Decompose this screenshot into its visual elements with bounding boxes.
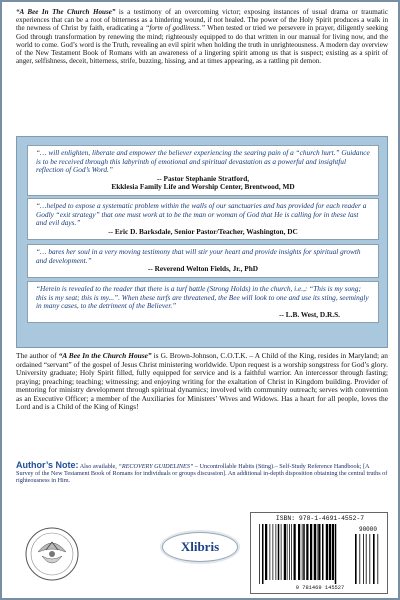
- authors-note-title: “RECOVERY GUIDELINES”: [118, 463, 194, 470]
- testimonial-3-author: -- Reverend Welton Fields, Jr., PhD: [147, 264, 259, 273]
- barcode-bar: [294, 524, 296, 580]
- barcode-block: [250, 512, 388, 594]
- testimonial-2-author: -- Eric D. Barksdale, Senior Pastor/Teacher, Washington, DC: [108, 226, 298, 236]
- intro-text-2: When tested or tried we persevere in prayer, diligently seeking God through transformation by renewing the mind; righteously equipped to do that written in our manual for living now, and the world to come. God’s word is the Truth, revealing an evil spirit when holding the truth in unrighteousness. A modern day overview of the New Testament Book of Romans with an awareness of a lingering spirit among us that is suspect; existing as a spirit of anger, selfishness, deceit, bitterness, strife, buzzing, hissing, and at times appearing, as a rattling pit demon.: [16, 24, 388, 66]
- intro-text-1: is a testimony of an overcoming victor; exposing instances of usual drama or traumatic experiences that can be a root of bitterness as a hindering wound, if not healed. The power of the Holy Spirit produces a walk in the newness of Christ by faith, eradicating a: [16, 8, 388, 33]
- barcode-bar: [317, 524, 318, 580]
- author-seal-logo: [24, 526, 80, 582]
- testimonial-4-author: -- L.B. West, D.R.S.: [279, 309, 340, 319]
- barcode-bar: [306, 524, 308, 580]
- ean-number: 9 781469 145527: [295, 585, 345, 591]
- authors-note-text: – Uncontrollable Habits (Sting).– Self-Study Reference Handbook; [A Survey of the New Testament Book of Romans for individuals or groups discussion]. An additional in-depth disposition obtaining the central truths of righteousness in Him.: [16, 463, 388, 485]
- author-bio-book-title: “A Bee In the Church House”: [58, 351, 152, 360]
- barcode-addon-bar: [373, 534, 375, 584]
- barcode-bar: [273, 524, 274, 580]
- testimonial-3-text: “… bares her soul in a very moving testimony that will stir your heart and provide insights for spiritual growth and development.”: [36, 247, 361, 265]
- testimonial-4: [27, 281, 379, 323]
- barcode-addon-bar: [369, 534, 370, 584]
- price-code-label: 90000: [358, 526, 378, 533]
- barcode-bar: [314, 524, 316, 580]
- barcode-bar: [318, 524, 320, 580]
- isbn-label: ISBN: 978-1-4691-4552-7: [275, 515, 365, 522]
- testimonial-3: [27, 244, 379, 278]
- barcode-bar: [287, 524, 288, 580]
- barcode-addon-bar: [359, 534, 360, 584]
- barcode-addon-bar: [355, 534, 357, 584]
- intro-paragraph: [16, 8, 388, 65]
- barcode-bar: [278, 524, 280, 580]
- testimonial-1-church: Ekklesia Family Life and Worship Center, Brentwood, MD: [111, 182, 295, 191]
- barcode-bar: [310, 524, 312, 580]
- author-bio-lead: The author of: [16, 351, 59, 360]
- publisher-logo: Xlibris: [162, 532, 238, 562]
- testimonial-2: [27, 198, 379, 240]
- testimonial-1-author: -- Pastor Stephanie Stratford,: [156, 173, 250, 183]
- barcode-bar: [302, 524, 303, 580]
- testimonials-panel: [16, 136, 388, 348]
- author-bio-text: is G. Brown-Johnson, C.O.T.K. – A Child of the King, resides in Maryland; an ordained “servant” of the gospel of Jesus Christ ministering worldwide. Upon request is a worship songstress for God’s glory. University graduate; Holy Spirit filled, fully equipped for service and is a faithful warrior. An intercessor through fasting; praying; preaching; teaching; witnessing; and enjoying writing for the exaltation of Christ in Kingdom building. Provider of mentoring for ministry development through spiritual dynamics; involved with community outreach; serves with convention as an Executive Officer; a member of the Auxiliaries for Ministers’ Wives and Widows. Has a heart for all people, loves the Lord and is a Child of the King of Kings!: [16, 351, 389, 411]
- authors-note-label: Author’s Note:: [16, 460, 79, 470]
- barcode-bar: [291, 524, 292, 580]
- author-bio: [16, 352, 388, 412]
- barcode-bar: [335, 524, 337, 584]
- barcode-addon-bar: [363, 534, 364, 584]
- barcode-bar: [270, 524, 271, 580]
- barcode-bar: [276, 524, 277, 580]
- authors-note: [16, 462, 388, 485]
- barcode-bar: [259, 524, 260, 584]
- testimonial-4-text: “Herein is revealed to the reader that there is a turf battle (Strong Holds) in the church, i.e.,: “This is my song; this is my seat; this is my...”. When these turfs are threatened, the Bee will look to one and use its sting, seemingly in many cases, to the detriment of the Believer.”: [36, 284, 369, 310]
- authors-note-pre: Also available,: [78, 463, 119, 470]
- barcode-bar: [265, 524, 267, 580]
- barcode-bar: [281, 524, 282, 580]
- testimonial-2-text: “…helped to expose a systematic problem within the walls of our sanctuaries and has provided for each reader a Godly “exit strategy” that one must work at to be the man or woman of God that He is calling for in these last and evil days.”: [36, 201, 367, 227]
- barcode-addon-bar: [366, 534, 367, 584]
- testimonial-1-text: “… will enlighten, liberate and empower the believer experiencing the searing pain of a “church hurt.” Guidance is to be received through this labyrinth of emotional and spiritual devastation as a powerful and insightful reflection of God’s Word.”: [36, 148, 370, 174]
- barcode-addon-bar: [377, 534, 378, 584]
- intro-godliness: “form of godliness.”: [145, 24, 206, 33]
- barcode-bar: [298, 524, 300, 580]
- barcode-bar: [322, 524, 324, 580]
- barcode-bar: [262, 524, 264, 584]
- barcode-bar: [332, 524, 334, 580]
- testimonial-1: [27, 145, 379, 196]
- barcode-icon: [257, 524, 383, 584]
- intro-book-title: “A Bee In The Church House”: [16, 8, 116, 16]
- barcode-bar: [284, 524, 286, 580]
- barcode-bar: [329, 524, 331, 580]
- barcode-bar: [303, 524, 305, 580]
- barcode-bar: [326, 524, 328, 580]
- barcode-bar: [289, 524, 290, 580]
